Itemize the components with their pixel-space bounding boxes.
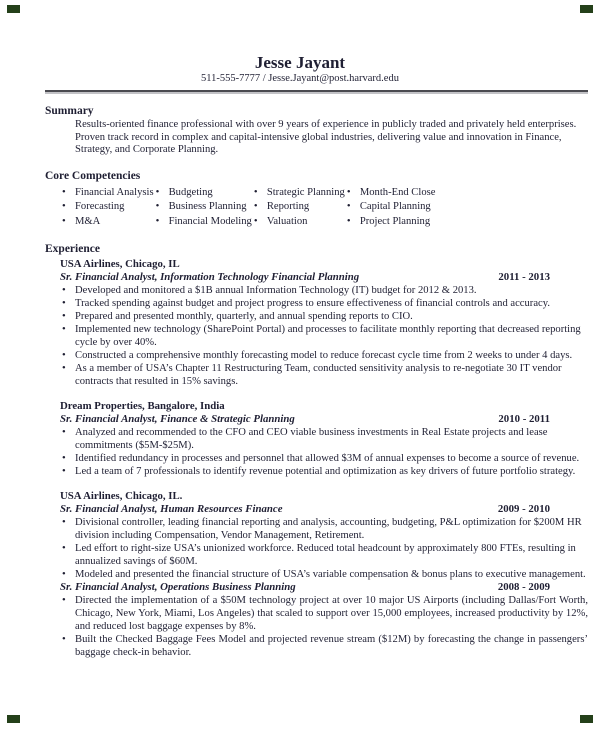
employer-block [60, 490, 588, 659]
employer-list [45, 258, 588, 659]
competency-item: • Financial Analysis [60, 186, 154, 200]
summary-text: Results-oriented finance professional with over 9 years of experience in publicly traded and privately held enterprises. Proven track record in complex and capital-intensive global industries, delivering value and innovation in Finance, Strategy, and Corporate Planning. [75, 119, 577, 156]
corner-marker-top-left [7, 5, 20, 13]
bullet-text: • Developed and monitored a $1B annual Information Technology (IT) budget for 2012 & 2013. [75, 284, 477, 296]
bullet-text: • Prepared and presented monthly, quarterly, and annual spending reports to CIO. [75, 310, 413, 322]
bullet-text: • Tracked spending against budget and project progress to ensure effectiveness of financial controls and accuracy. [75, 297, 550, 309]
competency-item: • Project Planning [345, 215, 436, 229]
role-block [60, 413, 588, 478]
company-name: Dream Properties, Bangalore, India [60, 399, 225, 412]
bullet-list [60, 284, 588, 388]
bullet-item [60, 362, 588, 388]
competency-item: • Budgeting [154, 186, 252, 200]
role-dates: 2008 - 2009 [497, 580, 550, 593]
role-list [60, 503, 588, 659]
competency-column [252, 186, 345, 229]
bullet-text: • Identified redundancy in processes and personnel that allowed $3M of annual expenses to become a source of revenue. [75, 452, 580, 464]
bullet-text: • Implemented new technology (SharePoint Portal) and processes to facilitate monthly reporting that decreased reporting cycle by over 40%. [75, 323, 581, 348]
competency-item: • Capital Planning [345, 200, 436, 214]
section-experience [45, 243, 588, 659]
role-title-row [60, 413, 588, 426]
competencies-heading: Core Competencies [45, 170, 141, 183]
role-block [60, 271, 588, 388]
bullet-text: • As a member of USA’s Chapter 11 Restructuring Team, conducted sensitivity analysis to re-negotiate 30 IT vendor contracts that resulted in 15% savings. [75, 362, 562, 387]
bullet-item [60, 452, 588, 465]
role-title: Sr. Financial Analyst, Finance & Strategic Planning [60, 412, 295, 425]
bullet-text: • Divisional controller, leading financial reporting and analysis, accounting, budgeting, P&L optimization for $200M HR division including Compensation, Vendor Management, Retirement. [75, 516, 582, 541]
bullet-list [60, 516, 588, 581]
resume-header [0, 0, 600, 85]
bullet-item [60, 426, 588, 452]
corner-marker-bottom-left [7, 715, 20, 723]
competency-item: • Reporting [252, 200, 345, 214]
bullet-item [60, 465, 588, 478]
bullet-text: • Modeled and presented the financial structure of USA’s variable compensation & bonus plans to executive management. [75, 568, 586, 580]
bullet-text: • Constructed a comprehensive monthly forecasting model to reduce forecast cycle time from 2 weeks to under 4 days. [75, 349, 573, 361]
competency-item: • Month-End Close [345, 186, 436, 200]
role-dates: 2011 - 2013 [498, 270, 550, 283]
company-name: USA Airlines, Chicago, IL. [60, 489, 183, 502]
summary-heading: Summary [45, 105, 94, 117]
role-title: Sr. Financial Analyst, Human Resources Finance [60, 502, 283, 515]
employer-block [60, 400, 588, 478]
company-name: USA Airlines, Chicago, IL [60, 257, 180, 270]
corner-marker-bottom-right [580, 715, 593, 723]
competency-item: • Forecasting [60, 200, 154, 214]
competencies-grid [60, 186, 588, 229]
bullet-item [60, 323, 588, 349]
contact-line: 511-555-7777 / Jesse.Jayant@post.harvard.edu [201, 73, 399, 84]
role-dates: 2009 - 2010 [497, 502, 550, 515]
employer-block [60, 258, 588, 388]
bullet-text: • Led a team of 7 professionals to identify revenue potential and optimization as key drivers of future portfolio strategy. [75, 465, 576, 477]
bullet-text: • Directed the implementation of a $50M technology project at over 10 major US Airports (including Dallas/Fort Worth, Chicago, New York, Miami, Los Angeles) that scaled to support over 15,000 employees, increased productivity by 12%, and reduced lost baggage expenses by 8%. [75, 594, 588, 632]
section-summary [45, 105, 588, 157]
role-block [60, 503, 588, 581]
bullet-item [60, 297, 588, 310]
bullet-item [60, 542, 588, 568]
role-title-row [60, 271, 588, 284]
bullet-text: • Led effort to right-size USA’s unionized workforce. Reduced total headcount by approximately 800 FTEs, resulting in annualized savings of $60M. [75, 542, 576, 567]
bullet-text: • Built the Checked Baggage Fees Model and projected revenue stream ($12M) by forecasting the change in passengers’ baggage check-in behavior. [75, 633, 588, 658]
section-competencies [45, 170, 588, 229]
bullet-item [60, 633, 588, 659]
role-block [60, 581, 588, 659]
competency-item: • Financial Modeling [154, 215, 252, 229]
bullet-text: • Analyzed and recommended to the CFO and CEO viable business investments in Real Estate projects and lease commitments ($5M-$25M). [75, 426, 548, 451]
competency-item: • Strategic Planning [252, 186, 345, 200]
bullet-list [60, 426, 588, 478]
role-title: Sr. Financial Analyst, Operations Business Planning [60, 580, 296, 593]
bullet-item [60, 349, 588, 362]
role-title-row [60, 581, 588, 594]
bullet-item [60, 594, 588, 633]
competency-column [345, 186, 436, 229]
resume-body [45, 90, 588, 659]
role-list [60, 413, 588, 478]
bullet-item [60, 516, 588, 542]
competency-column [60, 186, 154, 229]
experience-heading: Experience [45, 242, 100, 255]
header-divider [45, 90, 588, 94]
competency-column [154, 186, 252, 229]
role-title: Sr. Financial Analyst, Information Technology Financial Planning [60, 270, 360, 283]
competency-item: • Business Planning [154, 200, 252, 214]
role-dates: 2010 - 2011 [498, 412, 550, 425]
role-list [60, 271, 588, 388]
bullet-item [60, 568, 588, 581]
candidate-name: Jesse Jayant [254, 53, 346, 72]
competency-item: • M&A [60, 215, 154, 229]
bullet-item [60, 310, 588, 323]
competency-item: • Valuation [252, 215, 345, 229]
bullet-list [60, 594, 588, 659]
corner-marker-top-right [580, 5, 593, 13]
role-title-row [60, 503, 588, 516]
bullet-item [60, 284, 588, 297]
